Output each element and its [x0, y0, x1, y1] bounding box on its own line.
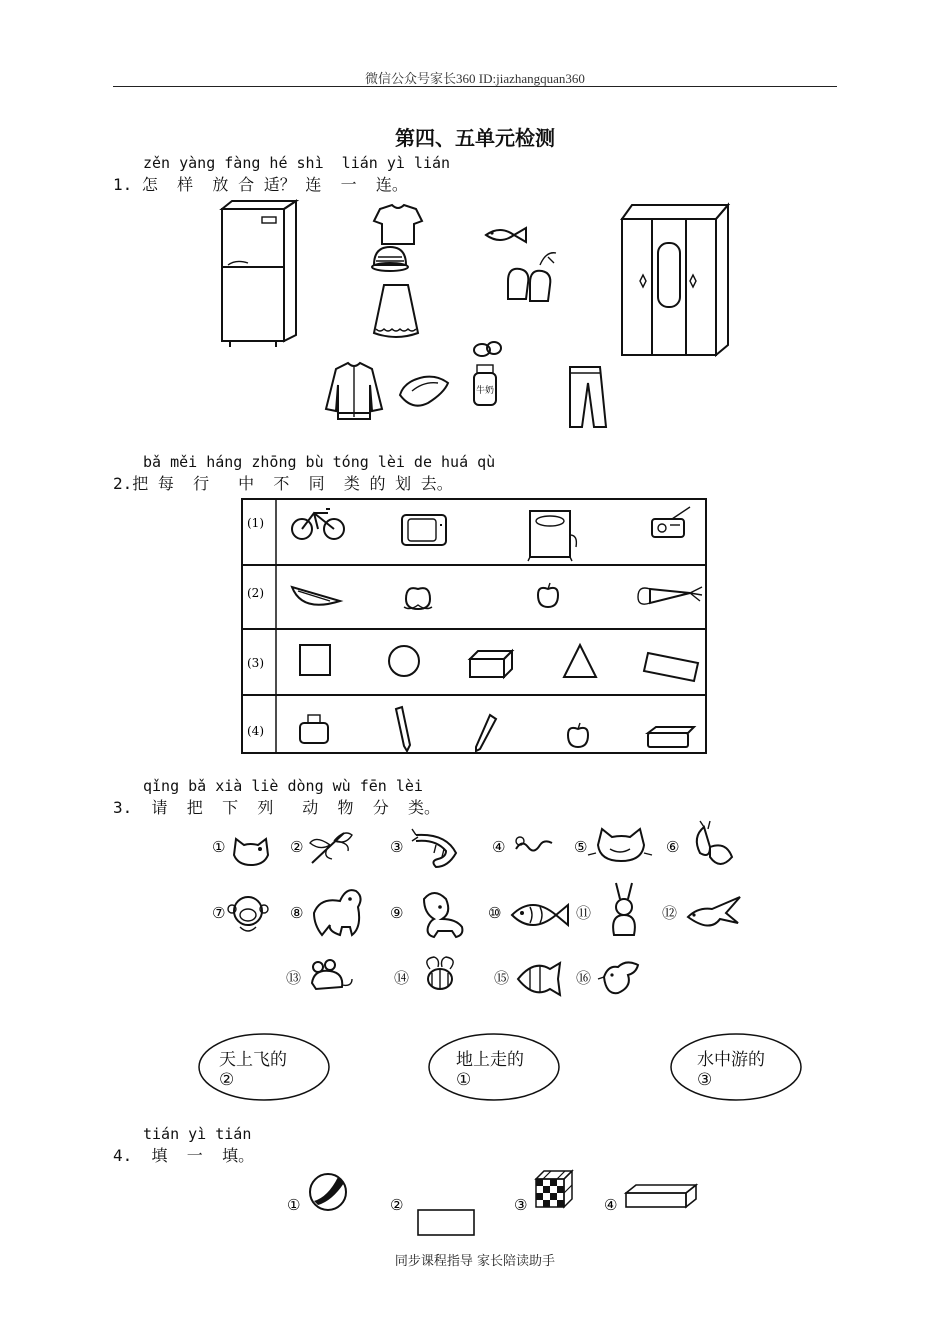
animal-number: ⑤: [574, 838, 588, 856]
q2-row-label: (2): [247, 586, 264, 600]
bird-icon[interactable]: [598, 962, 638, 993]
group-answer-land: ①: [456, 1070, 472, 1090]
page-header-text: 微信公众号家长360 ID:jiazhangquan360: [365, 71, 585, 86]
eraser-icon[interactable]: [648, 727, 694, 747]
ball-icon[interactable]: [310, 1174, 346, 1210]
fish-icon[interactable]: [512, 905, 568, 925]
animal-number: ⑫: [662, 904, 678, 922]
group-label-land: 地上走的: [456, 1050, 524, 1070]
animal-number: ⑧: [290, 904, 304, 922]
pen-icon[interactable]: [476, 715, 496, 751]
animal-number: ⑨: [390, 904, 404, 922]
swallow-icon[interactable]: [688, 897, 740, 926]
dragonfly-icon[interactable]: [310, 833, 352, 863]
tshirt-icon[interactable]: [374, 205, 422, 244]
q3-question: 3. 请 把 下 列 动 物 分 类。: [113, 798, 441, 817]
puppy-icon[interactable]: [424, 893, 462, 937]
q2-pinyin: bǎ měi háng zhōng bù tóng lèi de huá qù: [143, 453, 496, 471]
apple-icon[interactable]: [538, 583, 558, 607]
animal-number: ⑦: [212, 904, 226, 922]
shape-number: ②: [390, 1196, 404, 1214]
rectangle-icon[interactable]: [644, 653, 698, 681]
bee-icon[interactable]: [427, 957, 453, 989]
carrot-icon[interactable]: [638, 587, 702, 604]
triangle-icon[interactable]: [564, 645, 596, 677]
watermelon-slice-icon[interactable]: [292, 587, 340, 605]
animal-number: ①: [212, 838, 226, 856]
animal-number: ⑯: [576, 969, 592, 987]
bicycle-icon[interactable]: [292, 509, 344, 539]
header-divider: [113, 86, 837, 87]
q1-question: 1. 怎 样 放 合 适？ 连 一 连。: [113, 175, 408, 194]
milk-label: 牛奶: [476, 386, 495, 396]
mittens-icon[interactable]: [508, 253, 556, 301]
page-title: 第四、五单元检测: [395, 126, 555, 150]
q4-pinyin: tián yì tián: [143, 1125, 252, 1143]
jacket-icon[interactable]: [326, 363, 382, 419]
rabbit-icon[interactable]: [613, 883, 635, 935]
q3-animals: [0, 815, 950, 1005]
group-label-sky: 天上飞的: [219, 1050, 287, 1070]
q2-table: [0, 495, 950, 760]
group-answer-sky: ②: [219, 1070, 235, 1090]
q1-pinyin: zěn yàng fàng hé shì lián yì lián: [143, 154, 451, 172]
animal-number: ④: [492, 838, 506, 856]
milk-bottle-icon[interactable]: [474, 365, 496, 405]
tv-icon[interactable]: [402, 515, 446, 545]
q4-shapes: [0, 1165, 950, 1240]
shoe-icon[interactable]: [400, 377, 448, 406]
tropical-fish-icon[interactable]: [518, 963, 560, 995]
group-label-water: 水中游的: [697, 1050, 765, 1070]
cuboid-icon[interactable]: [626, 1185, 696, 1207]
shape-number: ④: [604, 1196, 618, 1214]
shape-number: ①: [287, 1196, 301, 1214]
circle-icon[interactable]: [389, 646, 419, 676]
dog-icon[interactable]: [314, 890, 361, 935]
cat-face-icon[interactable]: [234, 839, 268, 865]
animal-number: ⑬: [286, 969, 302, 987]
checkered-cube-icon[interactable]: [536, 1171, 572, 1207]
butterfly-icon[interactable]: [697, 821, 732, 864]
hat-icon[interactable]: [372, 247, 408, 271]
mouse-icon[interactable]: [312, 960, 352, 989]
q2-row-label: (4): [247, 724, 264, 738]
wardrobe-icon[interactable]: [622, 205, 728, 355]
q2-question: 2.把 每 行 中 不 同 类 的 划 去。: [113, 474, 453, 493]
animal-number: ⑩: [488, 904, 502, 922]
washing-machine-icon[interactable]: [528, 511, 576, 561]
square-icon[interactable]: [300, 645, 330, 675]
skirt-icon[interactable]: [374, 285, 418, 337]
q2-row-label: (1): [247, 516, 264, 530]
cat-icon[interactable]: [588, 829, 652, 861]
rectangle-answer-box[interactable]: [418, 1210, 474, 1235]
q1-illustration: [0, 195, 950, 440]
snake-icon[interactable]: [516, 837, 552, 851]
animal-number: ⑭: [394, 969, 410, 987]
peach-icon[interactable]: [404, 588, 432, 609]
cuboid-icon[interactable]: [470, 651, 512, 677]
shrimp-icon[interactable]: [412, 829, 456, 867]
monkey-icon[interactable]: [228, 897, 268, 931]
animal-number: ⑪: [576, 904, 592, 922]
q2-row-label: (3): [247, 656, 264, 670]
apple-icon[interactable]: [568, 723, 588, 747]
pencil-icon[interactable]: [396, 707, 410, 751]
q4-question: 4. 填 一 填。: [113, 1146, 255, 1165]
eggs-icon[interactable]: [474, 342, 501, 356]
animal-number: ②: [290, 838, 304, 856]
radio-icon[interactable]: [652, 507, 690, 537]
animal-number: ⑥: [666, 838, 680, 856]
shape-number: ③: [514, 1196, 528, 1214]
fridge-icon[interactable]: [222, 201, 296, 347]
fish-icon[interactable]: [486, 228, 526, 242]
group-answer-water: ③: [697, 1070, 713, 1090]
trousers-icon[interactable]: [570, 367, 606, 427]
ink-bottle-icon[interactable]: [300, 715, 328, 743]
animal-number: ⑮: [494, 969, 510, 987]
q3-pinyin: qǐng bǎ xià liè dòng wù fēn lèi: [143, 777, 423, 795]
animal-number: ③: [390, 838, 404, 856]
page-footer-text: 同步课程指导 家长陪读助手: [394, 1254, 556, 1269]
